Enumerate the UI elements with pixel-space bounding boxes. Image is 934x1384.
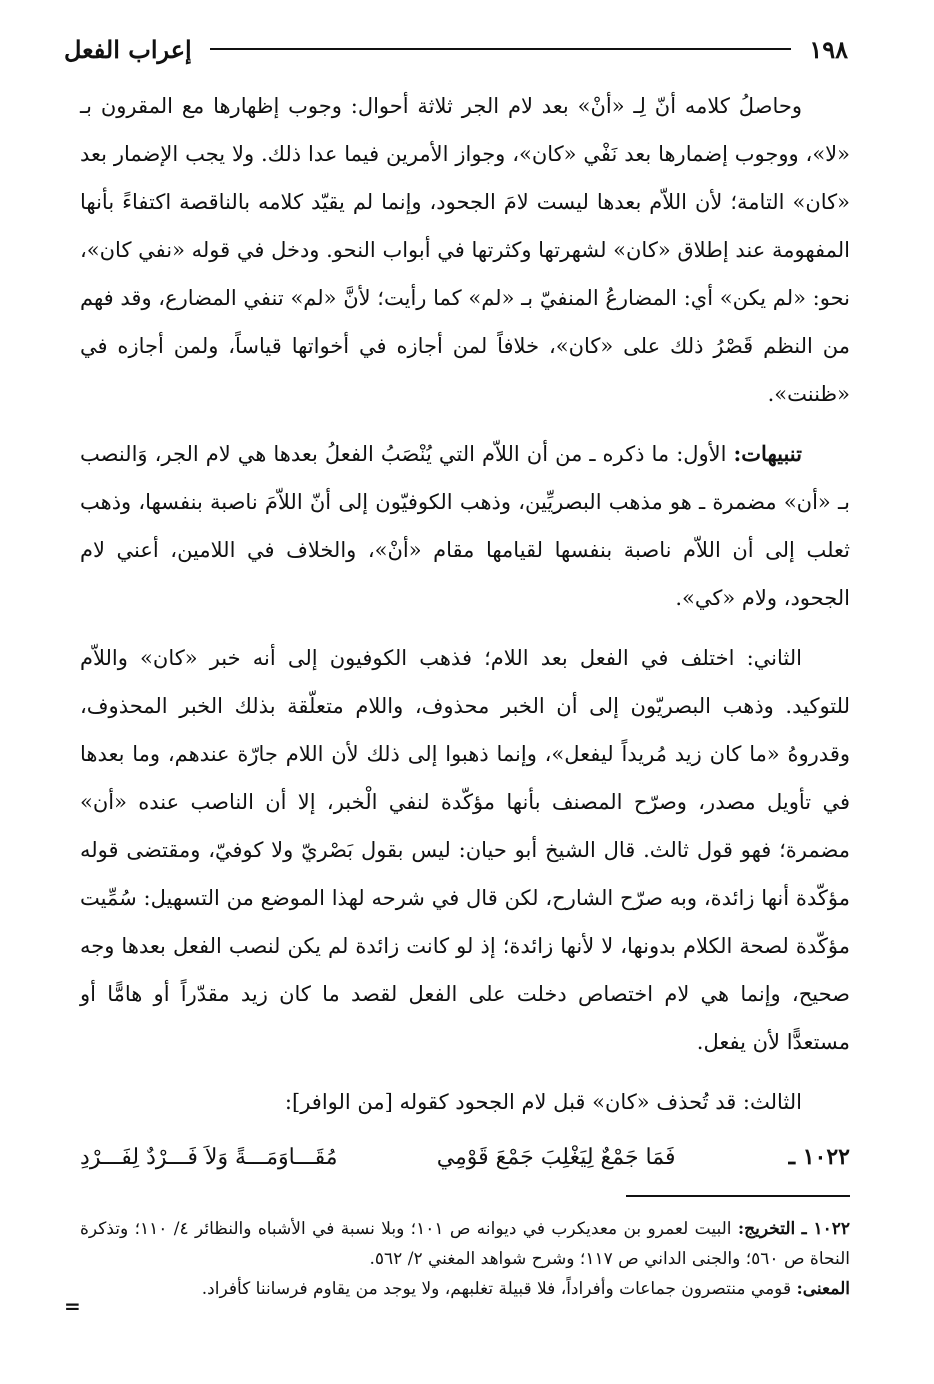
footnote-text: البيت لعمرو بن معديكرب في ديوانه ص ١٠١؛ وبلا نسبة في الأشباه والنظائر ٤/ ١١٠؛ وتذكرة النحاة ص ٥٦٠؛ والجنى الداني ص ١١٧؛ وشرح شواهد المغني ٢/ ٥٦٢. [80,1219,850,1269]
footnote-divider [626,1195,850,1197]
verse-number: ١٠٢٢ ـ [788,1144,850,1170]
paragraph [80,430,850,622]
chapter-title: إعراب الفعل [64,34,192,64]
footnote-text: قومي منتصرون جماعات وأفراداً، فلا قبيلة تغلبهم، ولا يوجد من يقاوم فرساننا كأفراد. [201,1279,797,1299]
footnote [80,1214,850,1274]
paragraph-lead: تنبيهات: [733,441,802,466]
footnotes [80,1214,850,1304]
paragraph [80,82,850,418]
footnote-label: التخريج: [737,1219,796,1239]
verse-second-hemistich: مُقَـــاوَمَـــةً وَلاَ فَـــرْدٌ لِفَـــرْدِ [80,1145,338,1170]
paragraph-text: الثالث: قد تُحذف «كان» قبل لام الجحود كقوله [من الوافر]: [284,1090,802,1114]
poetry-verse [80,1134,850,1181]
continuation-mark: = [64,1294,81,1318]
paragraph-text: الأول: ما ذكره ـ من أن اللاّم التي يُنْصَبُ الفعلُ بعدها هي لام الجر، وَالنصب بـ «أن» مضمرة ـ هو مذهب البصريِّين، وذهب الكوفيّون إلى أنّ اللاّمَ ناصبة بنفسها، وذهب ثعلب إلى أن اللاّم ناصبة بنفسها لقيامها مقام «أنْ»، والخلاف في اللامين، أعني لام الجحود، ولام «كي». [80,442,850,610]
main-text [80,82,850,1181]
paragraph-text: الثاني: اختلف في الفعل بعد اللام؛ فذهب الكوفيون إلى أنه خبر «كان» واللاّم للتوكيد. وذهب البصريّون إلى أن الخبر محذوف، واللام متعلّقة بذلك الخبر المحذوف، وقدروهُ «ما كان زيد مُريداً ليفعل»، وإنما ذهبوا إلى ذلك لأن اللام جارّة عندهم، وما بعدها في تأويل مصدر، وصرّح المصنف بأنها مؤكّدة لنفي الْخبر، إلا أن الناصب عنده «أن» مضمرة؛ فهو قول ثالث. قال الشيخ أبو حيان: ليس بقول بَصْريّ ولا كوفيّ، ومقتضى قوله مؤكّدة أنها زائدة، وبه صرّح الشارح، لكن قال في شرحه لهذا الموضع من التسهيل: سُمِّيت مؤكّدة لصحة الكلام بدونها، لا لأنها زائدة؛ إذ لو كانت زائدة لم يكن لنصب الفعل بعدها وجه صحيح، وإنما هي لام اختصاص دخلت على الفعل لقصد ما كان زيد مقدّراً أو هامًّا أو مستعدًّا لأن يفعل. [80,646,850,1054]
footnote-number: ١٠٢٢ ـ [801,1219,851,1239]
paragraph-text: وحاصلُ كلامه أنّ لِـ «أنْ» بعد لام الجر ثلاثة أحوال: وجوب إظهارها مع المقرون بـ «لا»، ووجوب إضمارها بعد نَفْي «كان»، وجواز الأمرين فيما عدا ذلك. ولا يجب الإضمار بعد «كان» التامة؛ لأن اللاّم بعدها ليست لامَ الجحود، وإنما لم يقيّد كلامه بالناقصة اكتفاءً بأنها المفهومة عند إطلاق «كان» لشهرتها وكثرتها في أبواب النحو. ودخل في قوله «نفي كان»، نحو: «لم يكن» أي: المضارعُ المنفيّ بـ «لم» كما رأيت؛ لأنَّ «لم» تنفي المضارع، وقد فهم من النظم قَصْرُ ذلك على «كان»، خلافاً لمن أجازه في أخواتها قياساً، ولمن أجازه في «ظننت». [80,94,850,406]
footnote [80,1274,850,1304]
footnote-label: المعنى: [796,1279,850,1299]
page-number: ١٩٨ [809,34,848,64]
paragraph [80,634,850,1066]
verse-first-hemistich: فَمَا جَمْعٌ لِيَغْلِبَ جَمْعَ قَوْمِي [436,1145,676,1170]
running-header [64,30,848,68]
header-rule [210,48,792,50]
paragraph [80,1078,850,1126]
